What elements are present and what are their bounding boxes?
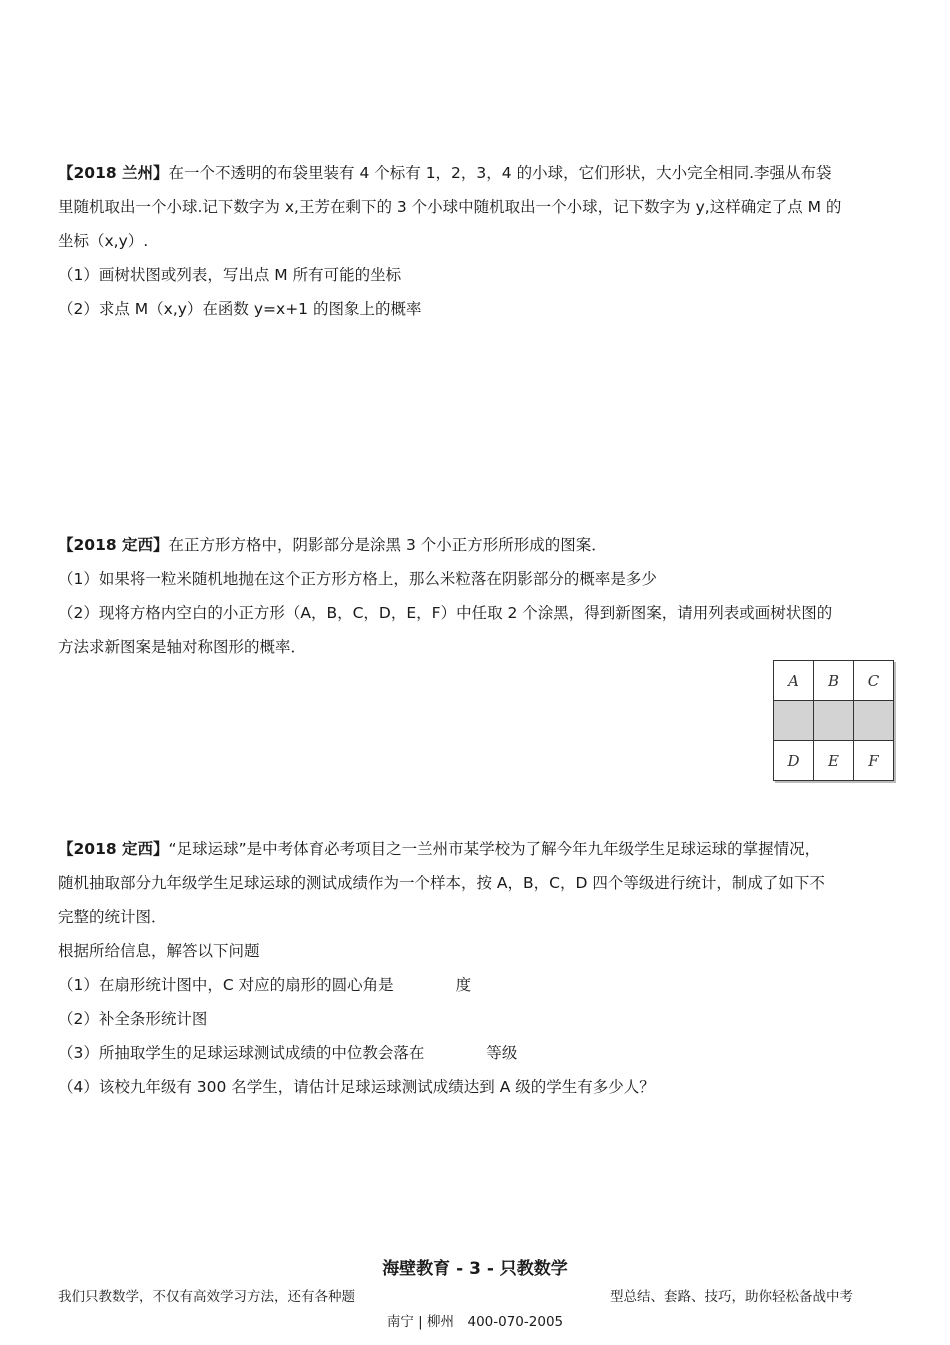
grid-cell-b: B xyxy=(814,661,854,701)
problem-3-line-4: 根据所给信息，解答以下问题 xyxy=(58,942,260,960)
problem-3-question-4: （4）该校九年级有 300 名学生，请估计足球运球测试成绩达到 A 级的学生有多少人？ xyxy=(58,1078,655,1096)
footer-contact: 南宁 | 柳州 400-070-2005 xyxy=(386,1314,564,1330)
grid-cell-shaded-2 xyxy=(814,701,854,741)
footer-title: 海壁教育 - 3 - 只教数学 xyxy=(382,1259,568,1279)
problem-1-text-1: 在一个不透明的布袋里装有 4 个标有 1，2，3，4 的小球，它们形状，大小完全相同.李强从布袋 xyxy=(168,164,832,182)
problem-3-tag: 【2018 定西】 xyxy=(58,840,169,858)
problem-3-question-1: （1）在扇形统计图中，C 对应的扇形的圆心角是 度 xyxy=(58,976,472,994)
problem-3-question-3: （3）所抽取学生的足球运球测试成绩的中位教会落在 等级 xyxy=(58,1044,518,1062)
footer-slogan-left: 我们只教数学，不仅有高效学习方法，还有各种题 xyxy=(58,1289,355,1305)
problem-3-question-2: （2）补全条形统计图 xyxy=(58,1010,208,1028)
problem-3-line-1 xyxy=(58,832,898,866)
problem-1-line-3: 坐标（x,y）. xyxy=(58,232,149,250)
problem-1-line-2: 里随机取出一个小球.记下数字为 x,王芳在剩下的 3 个小球中随机取出一个小球，记下数字为 y,这样确定了点 M 的 xyxy=(58,198,842,216)
grid-cell-e: E xyxy=(814,741,854,781)
problem-1-line-1 xyxy=(58,156,898,190)
problem-2-tag: 【2018 定西】 xyxy=(58,536,169,554)
grid-cell-shaded-1 xyxy=(774,701,814,741)
grid-cell-a: A xyxy=(774,661,814,701)
problem-1-tag: 【2018 兰州】 xyxy=(58,164,169,182)
problem-2-question-2-line-1: （2）现将方格内空白的小正方形（A，B，C，D，E，F）中任取 2 个涂黑，得到新图案，请用列表或画树状图的 xyxy=(58,604,833,622)
problem-1-question-1: （1）画树状图或列表，写出点 M 所有可能的坐标 xyxy=(58,266,402,284)
problem-2-question-2-line-2: 方法求新图案是轴对称图形的概率． xyxy=(58,638,307,656)
problem-1-question-2: （2）求点 M（x,y）在函数 y=x+1 的图象上的概率 xyxy=(58,300,422,318)
footer-slogan-right: 型总结、套路、技巧，助你轻松备战中考 xyxy=(610,1289,853,1305)
problem-2-line-1 xyxy=(58,528,898,562)
problem-3-line-2: 随机抽取部分九年级学生足球运球的测试成绩作为一个样本，按 A，B，C，D 四个等级进行统计，制成了如下不 xyxy=(58,874,825,892)
problem-3-line-3: 完整的统计图． xyxy=(58,908,167,926)
problem-3 xyxy=(58,832,898,1104)
problem-2-question-1: （1）如果将一粒米随机地抛在这个正方形方格上，那么米粒落在阴影部分的概率是多少 xyxy=(58,570,657,588)
grid-cell-shaded-3 xyxy=(854,701,894,741)
square-grid-figure xyxy=(773,660,894,781)
problem-2-text-1: 在正方形方格中，阴影部分是涂黑 3 个小正方形所形成的图案． xyxy=(168,536,607,554)
problem-3-text-1: “足球运球”是中考体育必考项目之一兰州市某学校为了解今年九年级学生足球运球的掌握情况， xyxy=(168,840,821,858)
problem-2 xyxy=(58,528,898,664)
grid-cell-c: C xyxy=(854,661,894,701)
grid-cell-f: F xyxy=(854,741,894,781)
grid-cell-d: D xyxy=(774,741,814,781)
problem-1 xyxy=(58,156,898,326)
